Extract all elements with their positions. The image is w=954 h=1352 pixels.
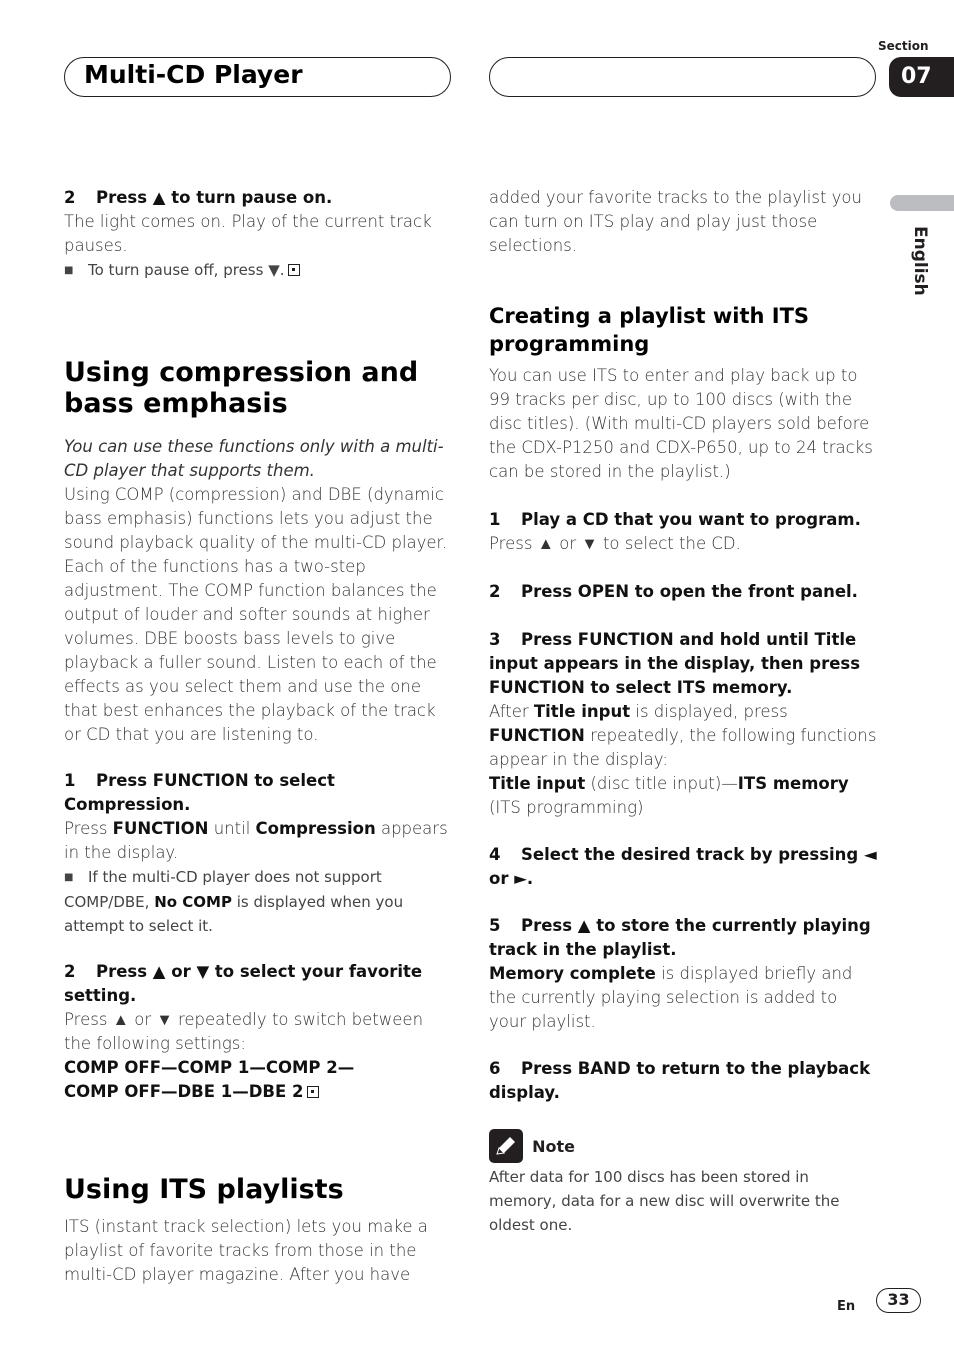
note-label: Note	[532, 1136, 575, 1156]
page-number: 33	[876, 1288, 921, 1313]
comp-settings-line2: COMP OFF—DBE 1—DBE 2	[64, 1080, 454, 1104]
end-mark-icon	[288, 264, 300, 276]
step-play-cd: 1 Play a CD that you want to program.	[489, 510, 861, 529]
comp-settings-line1: COMP OFF—COMP 1—COMP 2—	[64, 1058, 355, 1077]
step-select-track: 4 Select the desired track by pressing ◄ or ►.	[489, 845, 877, 888]
step-pause-on: 2 Press ▲ to turn pause on.	[64, 188, 333, 207]
right-column	[489, 186, 879, 1237]
step-select-setting: 2 Press ▲ or ▼ to select your favorite setting.	[64, 962, 423, 1005]
step-its-memory-functions: Title input (disc title input)—ITS memory (ITS programming)	[489, 774, 849, 817]
creating-playlist-body: You can use ITS to enter and play back up to 99 tracks per disc, up to 100 discs (with the disc titles). (With multi-CD players sold before the CDX-P1250 and CDX-P650, up to 24 tracks can be stored in the playlist.)	[489, 366, 873, 481]
page-title: Multi-CD Player	[84, 60, 303, 89]
section-label: Section	[878, 39, 929, 53]
compression-body: Using COMP (compression) and DBE (dynamic bass emphasis) functions lets you adjust the sound playback quality of the multi-CD player. Each of the functions has a two-step adjustment. The COMP function balances the output of louder and softer sounds at higher volumes. DBE boosts bass levels to give playback a fuller sound. Listen to each of the effects as you select them and use the one that best enhances the playback of the track or CD that you are listening to.	[64, 485, 448, 744]
step-its-memory-desc: After Title input is displayed, press FUNCTION repeatedly, the following functions appear in the display:	[489, 702, 877, 769]
section-number-badge: 07	[889, 57, 954, 97]
language-tab-label: English	[910, 226, 930, 296]
creating-playlist-heading: Creating a playlist with ITS programming	[489, 304, 810, 356]
its-body: ITS (instant track selection) lets you make a playlist of favorite tracks from those in the multi-CD player magazine. After you have	[64, 1217, 428, 1284]
step-its-memory: 3 Press FUNCTION and hold until Title input appears in the display, then press FUNCTION to select ITS memory.	[489, 630, 861, 697]
bullet-icon: ■	[64, 265, 74, 276]
step-select-compression-desc: Press FUNCTION until Compression appears in the display.	[64, 819, 448, 862]
its-heading: Using ITS playlists	[64, 1174, 344, 1205]
pause-off-note: ■ To turn pause off, press ▼.	[64, 258, 454, 283]
pencil-note-icon	[489, 1129, 523, 1163]
step-return-display: 6 Press BAND to return to the playback display.	[489, 1059, 871, 1102]
bullet-icon: ■	[64, 872, 74, 883]
step-select-compression: 1 Press FUNCTION to select Compression.	[64, 771, 335, 814]
pause-description: The light comes on. Play of the current track pauses.	[64, 212, 432, 255]
compression-heading: Using compression and bass emphasis	[64, 357, 419, 419]
footer-language: En	[837, 1299, 856, 1314]
end-mark-icon	[307, 1086, 319, 1098]
header-blank-frame	[489, 57, 876, 97]
note-header	[489, 1129, 879, 1163]
language-tab-marker	[890, 195, 954, 211]
compression-intro: You can use these functions only with a multi-CD player that supports them.	[64, 437, 444, 480]
step-select-setting-desc: Press ▲ or ▼ repeatedly to switch between the following settings:	[64, 1010, 424, 1053]
its-body-continued: added your favorite tracks to the playlist you can turn on ITS play and play just those selections.	[489, 188, 862, 255]
step-store-track: 5 Press ▲ to store the currently playing track in the playlist.	[489, 916, 871, 959]
step-store-track-desc: Memory complete is displayed briefly and the currently playing selection is added to your playlist.	[489, 964, 853, 1031]
no-comp-note: ■ If the multi-CD player does not support COMP/DBE, No COMP is displayed when you attempt to select it.	[64, 868, 404, 935]
step-play-cd-desc: Press ▲ or ▼ to select the CD.	[489, 534, 741, 553]
note-text: After data for 100 discs has been stored in memory, data for a new disc will overwrite the oldest one.	[489, 1168, 840, 1234]
step-open-panel: 2 Press OPEN to open the front panel.	[489, 582, 858, 601]
left-column	[64, 186, 454, 1287]
